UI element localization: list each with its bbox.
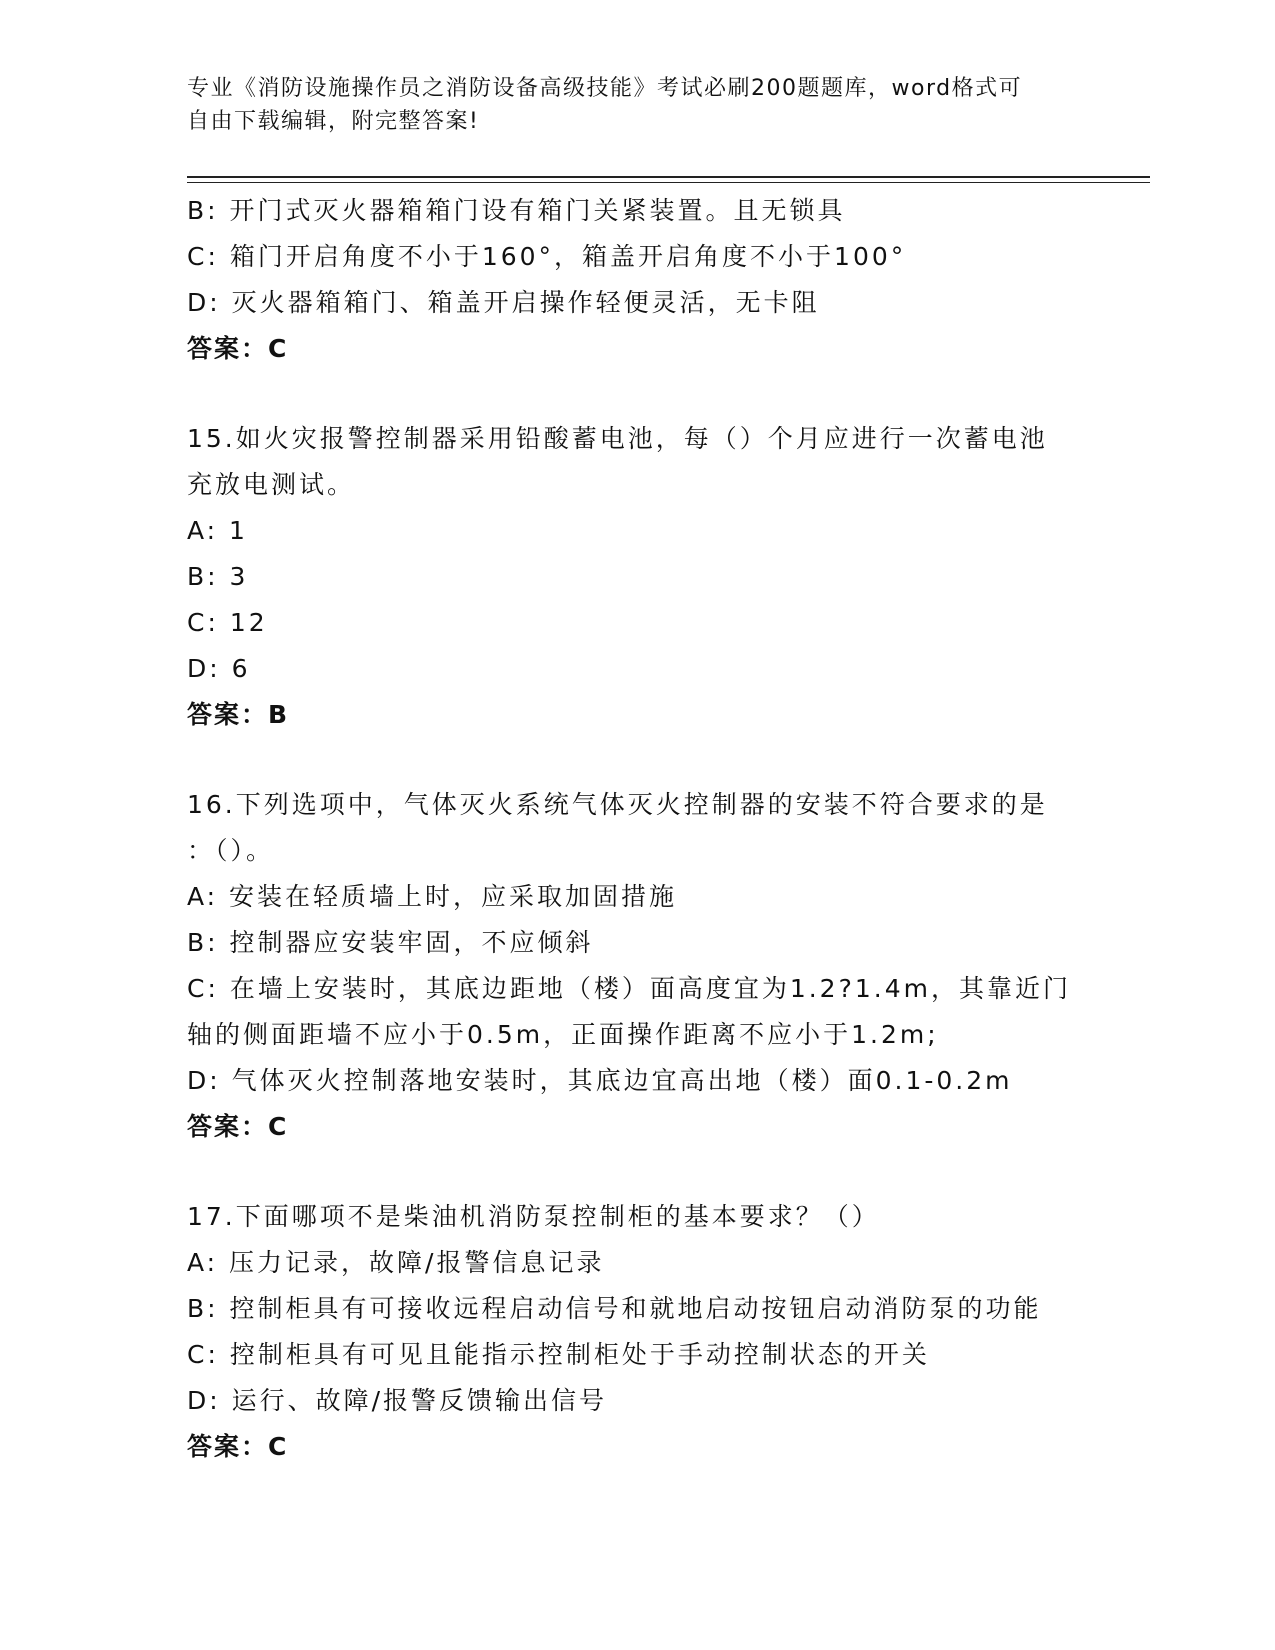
option-d: D: 气体灭火控制落地安装时，其底边宜高出地（楼）面0.1-0.2m [187,1066,1013,1095]
spacer [187,1150,1087,1194]
option-b: B: 控制柜具有可接收远程启动信号和就地启动按钮启动消防泵的功能 [187,1294,1042,1323]
document-header [187,72,1067,138]
question-16 [187,782,1087,1150]
header-divider-thick [187,176,1150,178]
answer: 答案：C [187,1432,289,1461]
option-c: C: 箱门开启角度不小于160°，箱盖开启角度不小于100° [187,242,907,271]
question-stem-line: 16.下列选项中，气体灭火系统气体灭火控制器的安装不符合要求的是 [187,790,1048,819]
question-stem-line: ：（）。 [187,836,275,865]
question-stem-line: 17.下面哪项不是柴油机消防泵控制柜的基本要求？（） [187,1202,880,1231]
header-title-line-1: 专业《消防设施操作员之消防设备高级技能》考试必刷200题题库，word格式可 [187,76,1023,101]
option-a: A: 1 [187,516,248,545]
header-divider-thin [187,182,1150,183]
question-stem-line: 充放电测试。 [187,470,356,499]
option-d: D: 6 [187,654,251,683]
spacer [187,372,1087,416]
option-c: C: 在墙上安装时，其底边距地（楼）面高度宜为1.2?1.4m，其靠近门 [187,974,1071,1003]
answer: 答案：C [187,334,289,363]
question-stem-line: 15.如火灾报警控制器采用铅酸蓄电池，每（）个月应进行一次蓄电池 [187,424,1048,453]
question-list [187,188,1087,1470]
answer: 答案：B [187,700,290,729]
option-c-continued: 轴的侧面距墙不应小于0.5m，正面操作距离不应小于1.2m; [187,1020,939,1049]
question-17 [187,1194,1087,1470]
option-c: C: 12 [187,608,268,637]
option-a: A: 压力记录，故障/报警信息记录 [187,1248,605,1277]
spacer [187,738,1087,782]
option-a: A: 安装在轻质墙上时，应采取加固措施 [187,882,678,911]
header-title-line-2: 自由下载编辑，附完整答案! [187,109,480,134]
answer: 答案：C [187,1112,289,1141]
option-b: B: 3 [187,562,249,591]
option-d: D: 运行、故障/报警反馈输出信号 [187,1386,608,1415]
option-c: C: 控制柜具有可见且能指示控制柜处于手动控制状态的开关 [187,1340,930,1369]
question-15 [187,416,1087,738]
option-b: B: 开门式灭火器箱箱门设有箱门关紧装置。且无锁具 [187,196,846,225]
option-b: B: 控制器应安装牢固，不应倾斜 [187,928,594,957]
question-14-continued [187,188,1087,372]
option-d: D: 灭火器箱箱门、箱盖开启操作轻便灵活，无卡阻 [187,288,820,317]
